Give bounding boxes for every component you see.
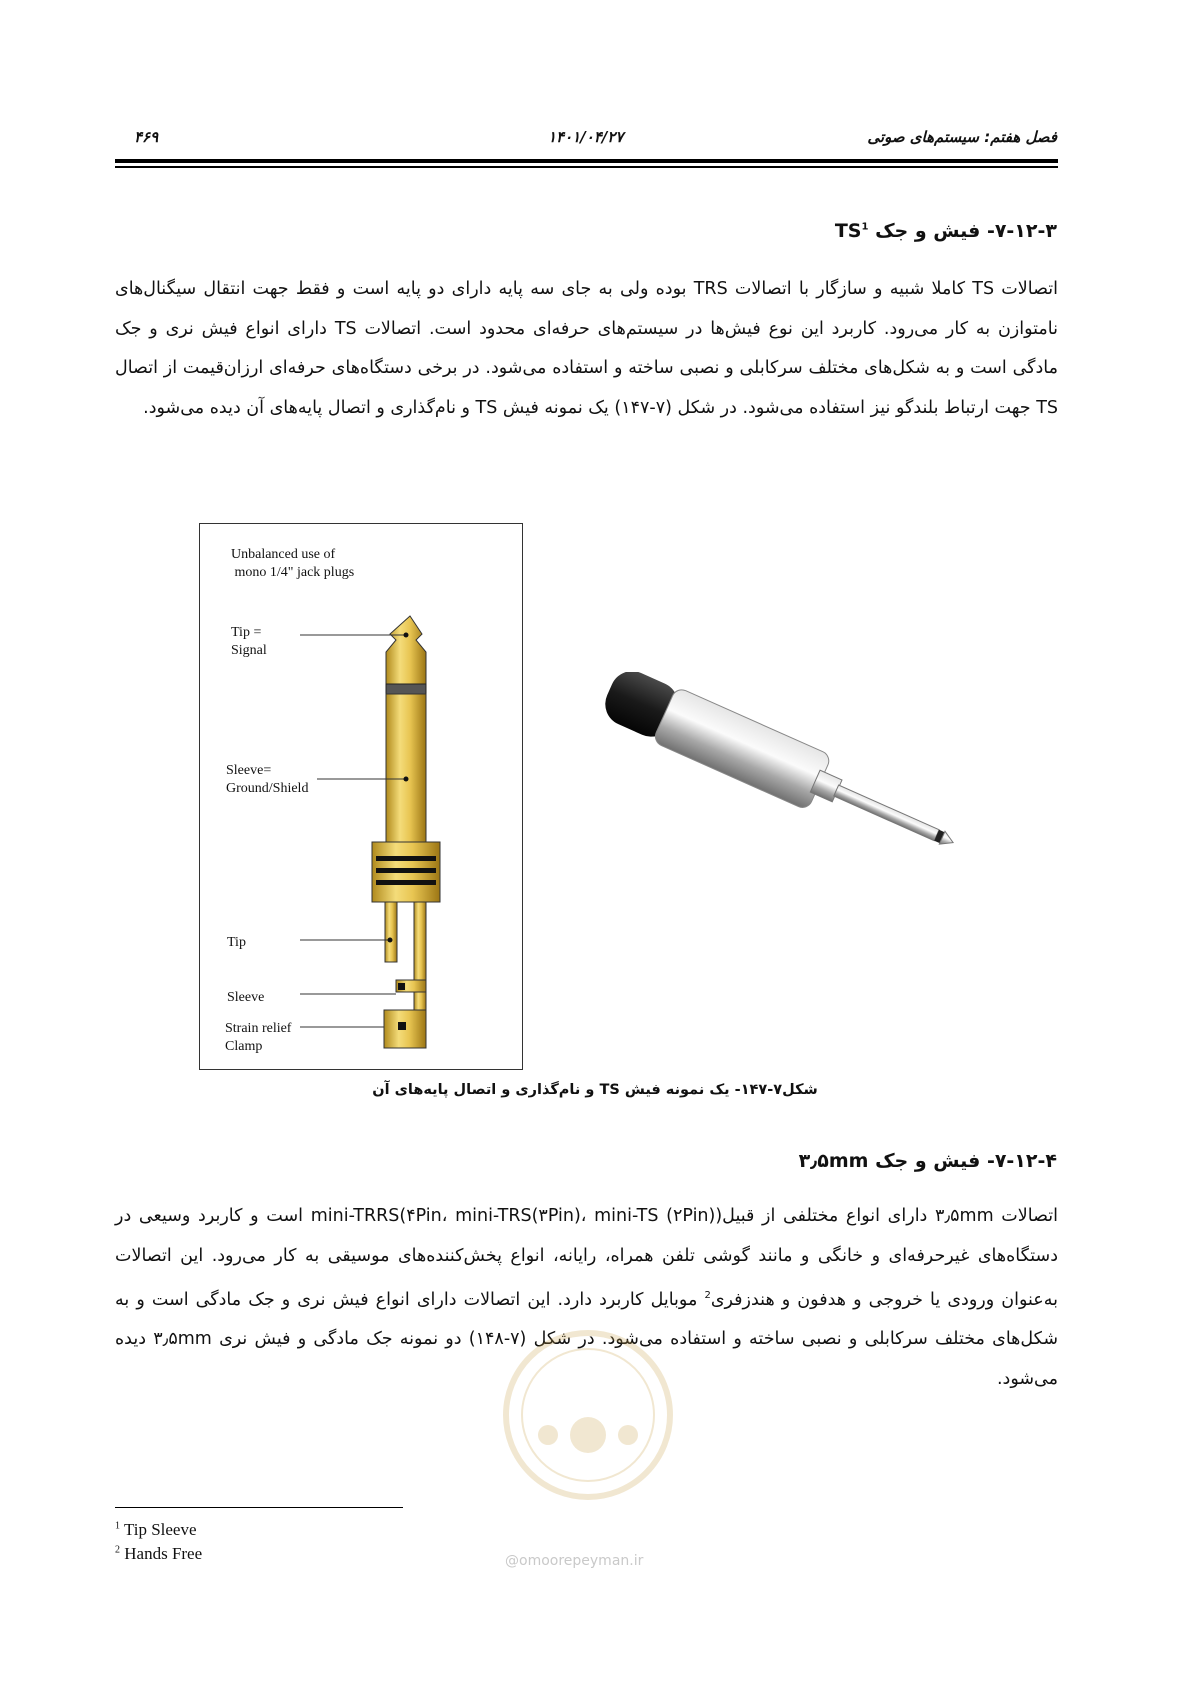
section-title-ts: [835, 220, 1057, 242]
page-number: ۴۶۹: [134, 128, 159, 146]
label-sleeve-ground-1: Sleeve=: [226, 763, 272, 778]
ts-plug-photo: [570, 672, 1010, 872]
jack-plug-drawing: [200, 524, 522, 1069]
label-tip: Tip: [227, 935, 246, 950]
diagram-title-line1: Unbalanced use of: [231, 547, 336, 562]
label-tip-signal-1: Tip =: [231, 625, 262, 640]
section-title-ts-text: ۷-۱۲-۳- فیش و جک TS: [834, 220, 1057, 242]
footnote-1-num: 1: [115, 1520, 120, 1532]
diagram-title-line2: mono 1/4" jack plugs: [231, 565, 355, 580]
paragraph-35mm-part1: اتصالات ۳٫۵mm دارای انواع مختلفی از قبیل(mini-TRRS(۴Pin، mini-TRS(۳Pin)، mini-TS (۲Pin) است و کاربرد وسیعی در دستگاه‌های غیرحرفه‌ای و خانگی و مانند گوشی تلفن همراه، رایانه، انواع پخش‌کننده‌های موسیقی به کار می‌رود. این اتصالات به‌عنوان ورودی یا خروجی و هدفون و هندزفری: [115, 1206, 1059, 1310]
footnote-rule: [115, 1507, 403, 1508]
paragraph-ts: اتصالات TS کاملا شبیه و سازگار با اتصالات TRS بوده ولی به جای سه پایه دارای دو پایه است و فقط جهت انتقال سیگنال‌های نامتوازن به کار می‌رود. کاربرد این نوع فیش‌ها در سیستم‌های حرفه‌ای محدود است. اتصالات TS دارای انواع فیش نری و جک مادگی است و به شکل‌های مختلف سرکابلی و نصبی ساخته و استفاده می‌شود. در برخی دستگاه‌های حرفه‌ای ارزان‌قیمت از اتصال TS جهت ارتباط بلندگو نیز استفاده می‌شود. در شکل (۷-۱۴۷) یک نمونه فیش TS و نام‌گذاری و اتصال پایه‌های آن دیده می‌شود.: [115, 279, 1059, 418]
label-tip-signal-2: Signal: [231, 643, 267, 658]
footnote-2-text: Hands Free: [124, 1544, 203, 1563]
label-sleeve-ground-2: Ground/Shield: [226, 781, 309, 796]
ts-jack-diagram: [199, 523, 523, 1070]
header-rule-thick: [115, 159, 1058, 163]
footnote-1: [115, 1520, 197, 1540]
footnote-ref-1: 1: [861, 221, 869, 233]
header-rule-thin: [115, 166, 1058, 168]
header-date: ۱۴۰۱/۰۴/۲۷: [548, 128, 624, 146]
figure-caption: شکل۷-۱۴۷- یک نمونه فیش TS و نام‌گذاری و اتصال پایه‌های آن: [372, 1082, 818, 1098]
label-strain-relief-1: Strain relief: [225, 1021, 292, 1036]
paragraph-35mm-part2: موبایل کاربرد دارد. این اتصالات دارای انواع فیش نری و جک مادگی است و به شکل‌های مختلف سرکابلی و نصبی ساخته و استفاده می‌شود. در شکل (۷-۱۴۸) دو نمونه جک مادگی و فیش نری ۳٫۵mm دیده می‌شود.: [115, 1289, 1058, 1389]
label-strain-relief-2: Clamp: [225, 1039, 263, 1054]
footnote-2: [115, 1544, 202, 1564]
footnote-1-text: Tip Sleeve: [123, 1520, 197, 1539]
watermark-site: @omoorepeyman.ir: [505, 1553, 644, 1569]
chapter-title: فصل هفتم: سیستم‌های صوتی: [867, 128, 1057, 146]
section-title-35mm: ۷-۱۲-۴- فیش و جک ۳٫۵mm: [798, 1150, 1057, 1172]
footnote-ref-2: 2: [704, 1290, 711, 1301]
footnote-2-num: 2: [115, 1544, 120, 1556]
label-sleeve: Sleeve: [227, 990, 265, 1005]
watermark-seal-logo: [488, 1325, 688, 1505]
